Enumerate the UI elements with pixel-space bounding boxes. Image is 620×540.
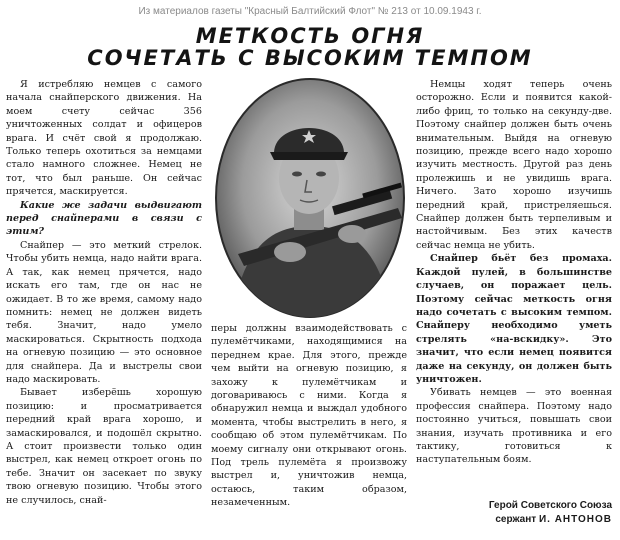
signature-title: Герой Советского Союза — [488, 500, 612, 511]
sniper-portrait-photo — [212, 76, 408, 320]
paragraph: Снайпер — это меткий стрелок. Чтобы убить немца, надо найти врага. А так, как немец прячется, надо искать его там, где он нас не ожидает. В то же время, самому надо помнить: немец не должен видеть тебя. Значит, надо умело маскироваться. Скрытность подхода на огневую позицию — это основное для снайпера. Да и выстрелы свои надо маскировать. — [6, 239, 202, 385]
question-paragraph: Какие же задачи выдвигают перед снайперами в связи с этим? — [6, 199, 202, 238]
article-column-3 — [416, 78, 612, 496]
signature-name: И. АНТОНОВ — [538, 514, 612, 525]
article-column-1 — [6, 78, 202, 528]
paragraph: перы должны взаимодействовать с пулемётчиками, находящимися на переднем крае. Для этого, прежде чем выйти на огневую позицию, я захожу к пулемётчикам и договариваюсь с ними. Когда я обнаружил немца и выждал удобного момента, чтобы выстрелить в него, я сообщаю об этом пулемётчикам. По моему сигналу они открывают огонь. Под трель пулемёта я произвожу выстрел и, уничтожив немца, остаюсь, таким образом, незамеченным. — [211, 323, 407, 509]
signature-rank: сержант — [495, 514, 537, 525]
paragraph: Я истребляю немцев с самого начала снайперского движения. На моем счету сейчас 356 уничтоженных солдат и офицеров врага. И счёт свой я продолжаю. Только теперь охотиться за немцами стало намного сложнее. Немец не тот, что был раньше. Он сейчас прячется, маскируется. — [6, 79, 202, 198]
paragraph: Убивать немцев — это военная профессия снайпера. Поэтому надо постоянно учиться, повышать свои знания, изучать противника и его тактику, готовиться к наступательным боям. — [416, 387, 612, 466]
emphasis-paragraph: Снайпер бьёт без промаха. Каждой пулей, в большинстве случаев, он поражает цель. Поэтому сейчас меткость огня надо сочетать с высоким темпом. Снайперу необходимо уметь стрелять «на-вскидку». Это значит, что если немец появится даже на секунду, он должен быть уничтожен. — [416, 253, 612, 385]
paragraph: Бывает изберёшь хорошую позицию: и просматривается передний край врага хорошо, и замаскировался, и подошёл скрытно. А стоит произвести только один выстрел, как немец откроет огонь по тебе. Значит он засекает по звуку твою огневую позицию. Чтобы этого не случилось, снай- — [6, 387, 202, 506]
source-caption: Из материалов газеты "Красный Балтийский Флот" № 213 от 10.09.1943 г. — [138, 6, 482, 17]
paragraph: Немцы ходят теперь очень осторожно. Если и появится какой-либо фриц, то только на секунду-две. Поэтому снайпер должен быть очень внимательным. Выйдя на огневую позицию, прежде всего надо хорошо изучить местность. Другой раз день пролежишь и не увидишь врага. Ничего. Зато хорошо изучишь передний край, пристреляешься. Снайпер должен быть терпеливым и настойчивым. Без этих качеств сейчас немца не убить. — [416, 79, 612, 251]
sniper-portrait-icon — [212, 76, 408, 320]
headline-line-1: МЕТКОСТЬ ОГНЯ — [195, 24, 425, 48]
signature-author — [420, 514, 612, 525]
headline-line-2: СОЧЕТАТЬ С ВЫСОКИМ ТЕМПОМ — [87, 46, 533, 70]
article-column-2 — [211, 322, 407, 530]
